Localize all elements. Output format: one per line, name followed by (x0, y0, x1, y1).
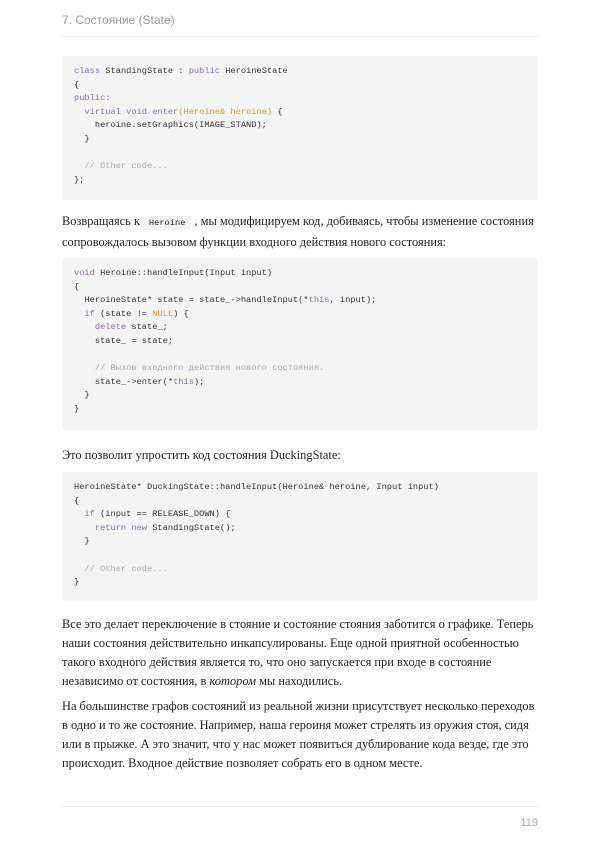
code-line: state_ = state; (74, 335, 174, 346)
paragraph-encapsulation: Все это делает переключение в стояние и состояние стояния заботится о графике. Теперь наши состояния действительно инкапсулированы. Еще одной приятной особенностью такого входного действия является то, что оно запускается при входе в состояние независимо от состояния, в котором мы находились. (62, 617, 534, 688)
inline-code-heroine: Heroine (143, 216, 192, 230)
code-line: HeroineState* state = state_->handleInput(*this, input); (74, 295, 377, 306)
code-block-ducking-state (62, 472, 538, 601)
code-line: } (74, 403, 80, 414)
code-line-blank (74, 549, 526, 563)
code-line: HeroineState* DuckingState::handleInput(Heroine& heroine, Input input) (74, 482, 439, 492)
paragraph-transitions: На большинстве графов состояний из реальной жизни присутствует несколько переходов в одно и то же состояние. Например, наша героиня может стрелять из оружия стоя, сидя или в прыжке. А это значит, что у нас может появиться дублирование кода везде, где это происходит. Входное действие позволяет собрать его в одном месте. (62, 699, 535, 770)
code-line: } (74, 536, 90, 547)
code-comment: // Other code... (74, 563, 168, 574)
code-line: { (74, 79, 80, 90)
code-line: virtual void enter(Heroine& heroine) { (74, 106, 283, 117)
page-number: 119 (520, 817, 538, 829)
code-line: } (74, 390, 90, 401)
code-line: } (74, 133, 90, 144)
paragraph-ducking-state: Это позволит упростить код состояния DuckingState: (62, 448, 341, 462)
code-line: { (74, 281, 80, 292)
header-divider (62, 36, 538, 37)
code-line: }; (74, 174, 85, 185)
chapter-header: 7. Состояние (State) (62, 13, 175, 27)
code-line: class StandingState : public HeroineState (74, 66, 288, 76)
code-line-blank (74, 147, 526, 161)
code-line: heroine.setGraphics(IMAGE_STAND); (74, 120, 267, 131)
code-comment: // Other code... (74, 161, 168, 172)
code-line: if (state != NULL) { (74, 308, 189, 319)
code-line: state_->enter(*this); (74, 376, 205, 387)
code-line: delete state_; (74, 322, 168, 333)
code-line: } (74, 577, 80, 588)
footer-divider (62, 806, 538, 807)
paragraph-enter-action: Возвращаясь к Heroine , мы модифицируем код, добиваясь, чтобы изменение состояния сопровождалось вызовом функции входного действия нового состояния: (62, 214, 534, 249)
code-line: void Heroine::handleInput(Input input) (74, 268, 273, 278)
code-block-handle-input (62, 258, 538, 430)
code-block-standing-state (62, 56, 538, 200)
code-line: return new StandingState(); (74, 522, 236, 533)
code-line: if (input == RELEASE_DOWN) { (74, 509, 231, 520)
code-line-blank (74, 349, 526, 363)
code-comment: // Вызов входного действия нового состояния. (74, 363, 325, 374)
code-line: { (74, 495, 80, 506)
emphasis-text: котором (209, 674, 256, 688)
code-line: public: (74, 93, 111, 104)
